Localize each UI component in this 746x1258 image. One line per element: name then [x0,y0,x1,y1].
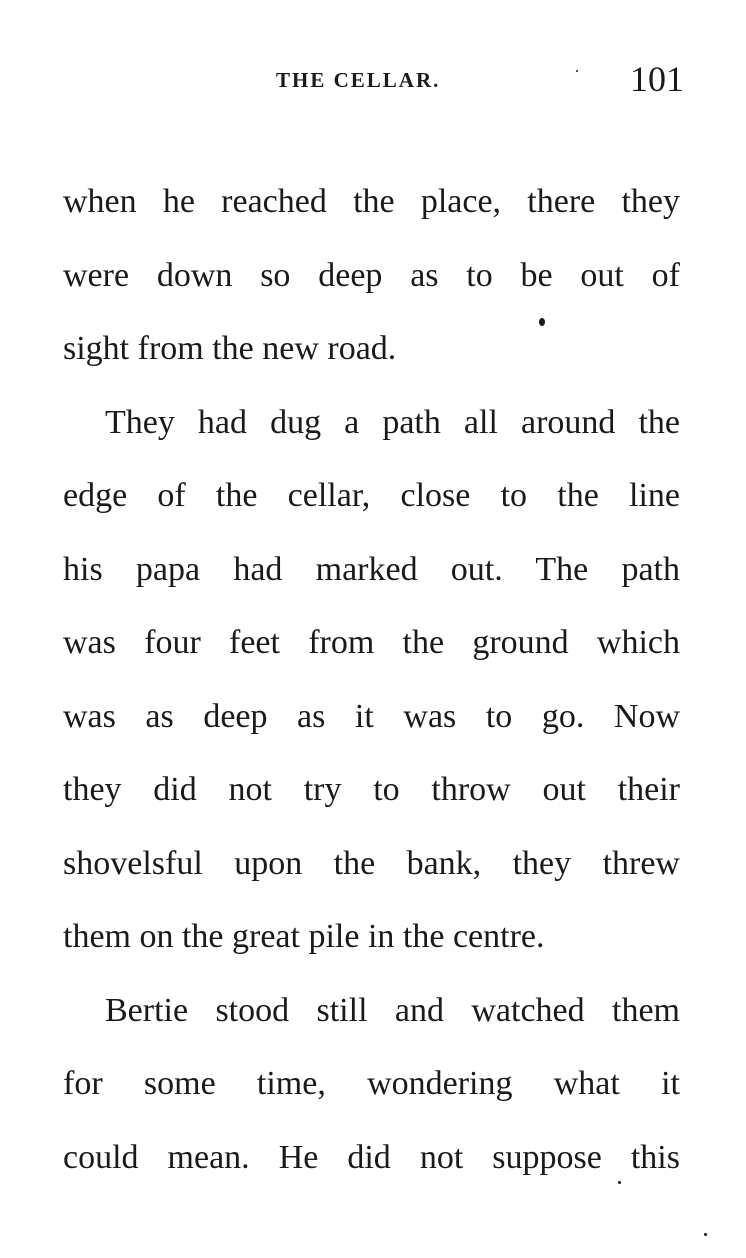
running-title: THE CELLAR. [276,68,441,92]
text-line: for some time, wondering what it [63,1065,680,1102]
text-line: They had dug a path all around the [105,403,680,441]
page-number: 101 [630,59,684,99]
body-text [63,165,680,1194]
text-line: edge of the cellar, close to the line [63,477,680,514]
text-line: were down so deep as to be out of [63,256,680,294]
ink-speck [539,318,545,326]
ink-speck [576,70,578,72]
text-line: his papa had marked out. The path [63,550,680,588]
text-line: they did not try to throw out their [63,771,680,808]
text-line: when he reached the place, there they [63,183,680,220]
ink-speck [618,1181,621,1184]
text-line: was as deep as it was to go. Now [63,697,680,735]
text-line: them on the great pile in the centre. [63,918,545,955]
text-line: Bertie stood still and watched them [105,991,680,1029]
ink-speck [704,1233,707,1236]
text-line: was four feet from the ground which [63,624,680,661]
text-line: sight from the new road. [63,330,397,367]
text-line: shovelsful upon the bank, they threw [63,844,680,882]
text-line: could mean. He did not suppose this [63,1138,680,1176]
